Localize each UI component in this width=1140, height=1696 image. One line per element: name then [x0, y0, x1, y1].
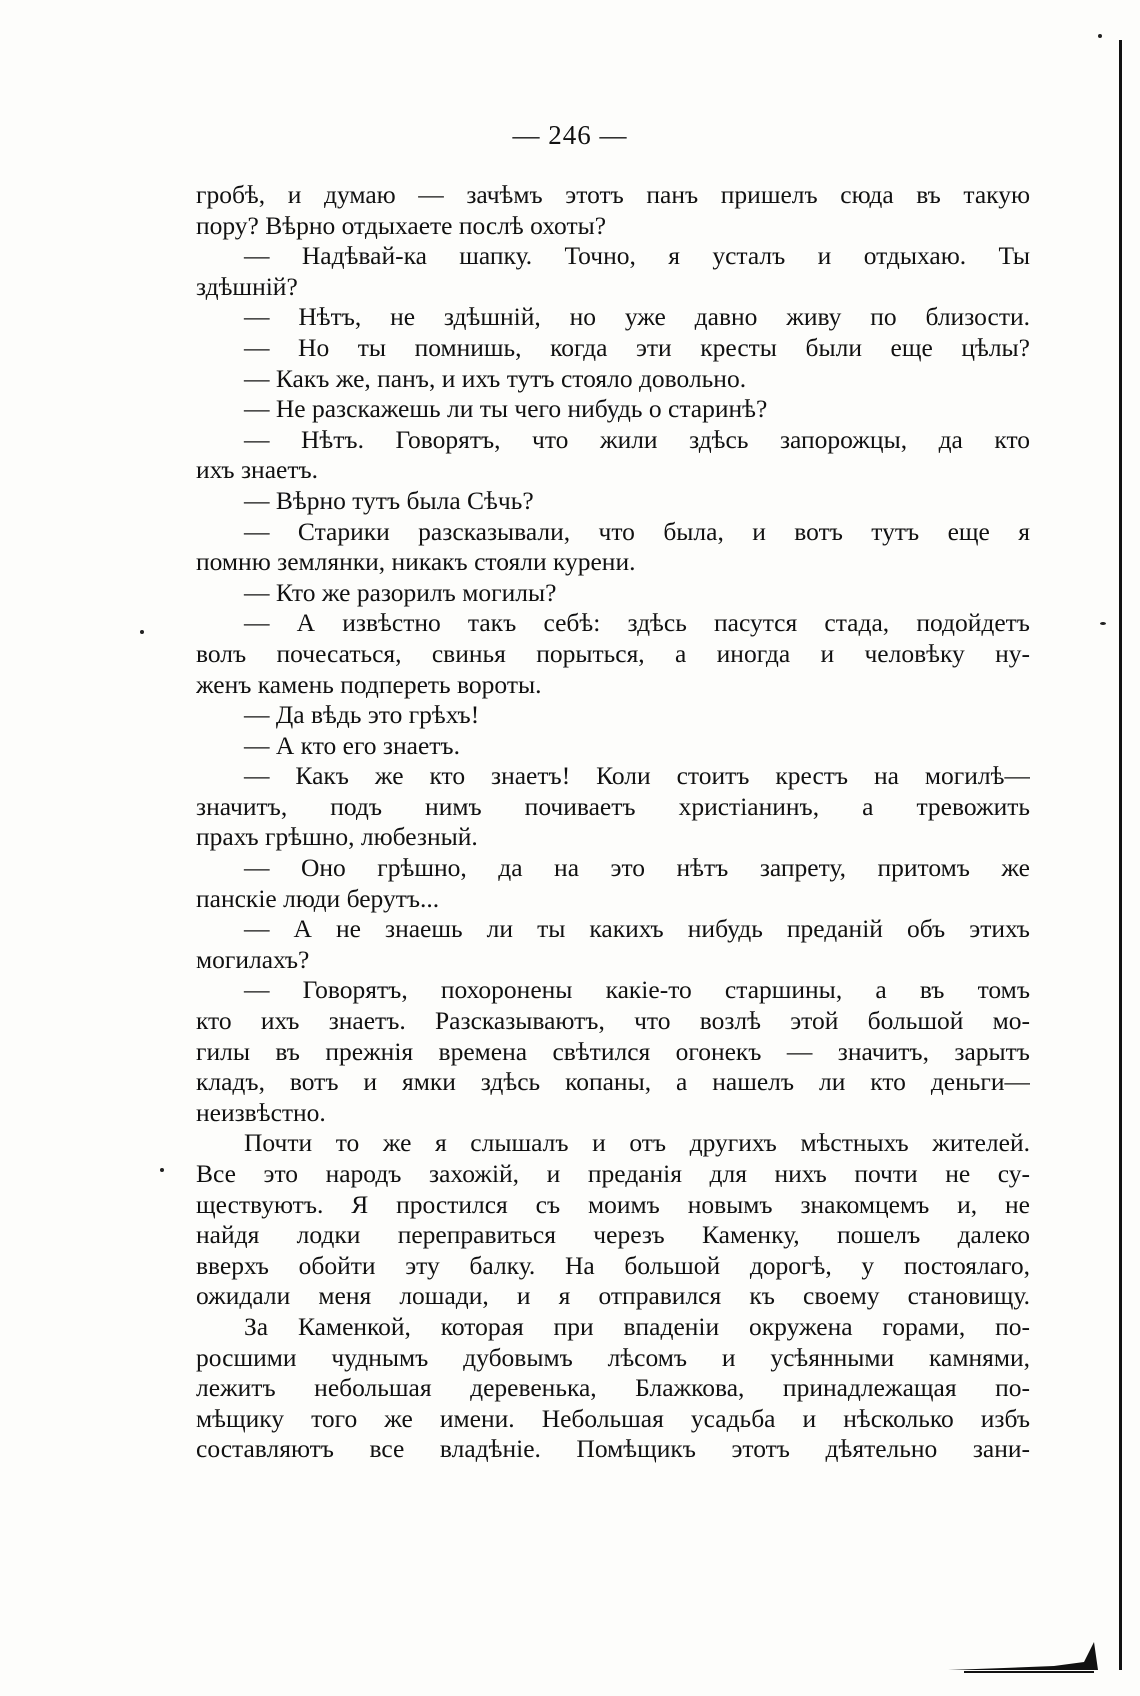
text-line: лежитъ небольшая деревенька, Блажкова, принадлежащая по- [196, 1373, 1030, 1403]
text-line: неизвѣстно. [196, 1097, 326, 1127]
text-line: — Кто же разорилъ могилы? [244, 577, 557, 607]
text-line: — А не знаешь ли ты какихъ нибудь преданій объ этихъ [244, 914, 1030, 944]
text-line: помню землянки, никакъ стояли курени. [196, 547, 636, 577]
text-line: — А кто его знаетъ. [244, 730, 460, 760]
text-line: — А извѣстно такъ себѣ: здѣсь пасутся стада, подойдетъ [244, 608, 1030, 638]
body-text [196, 180, 1030, 1465]
text-line: могилахъ? [196, 944, 310, 974]
text-line: — Но ты помнишь, когда эти кресты были еще цѣлы? [244, 332, 1030, 362]
text-line: пору? Вѣрно отдыхаете послѣ охоты? [196, 210, 607, 240]
text-line: Почти то же я слышалъ и отъ другихъ мѣстныхъ жителей. [244, 1128, 1030, 1158]
text-line: Все это народъ захожій, и преданія для нихъ почти не су- [196, 1159, 1030, 1188]
text-line: росшими чуднымъ дубовымъ лѣсомъ и усѣянными камнями, [196, 1342, 1030, 1372]
text-line: За Каменкой, которая при впаденіи окружена горами, по- [244, 1311, 1030, 1341]
scan-speck [1098, 34, 1102, 38]
text-line: — Какъ же, панъ, и ихъ тутъ стояло довольно. [244, 363, 747, 393]
ink-smudge [948, 1642, 1098, 1670]
scan-speck [140, 630, 144, 634]
text-line: — Надѣвай-ка шапку. Точно, я усталъ и отдыхаю. Ты [244, 241, 1030, 271]
text-line: женъ камень подпереть вороты. [196, 669, 542, 699]
text-line: составляютъ все владѣніе. Помѣщикъ этотъ дѣятельно зани- [196, 1434, 1030, 1464]
text-line: мѣщику того же имени. Небольшая усадьба и нѣсколько избъ [196, 1403, 1030, 1433]
page-number: — 246 — [512, 120, 628, 150]
text-line: — Вѣрно тутъ была Сѣчь? [244, 485, 534, 515]
text-line: кладъ, вотъ и ямки здѣсь копаны, а нашелъ ли кто деньги— [196, 1067, 1030, 1097]
text-line: значитъ, подъ нимъ почиваетъ христіанинъ, а тревожить [196, 791, 1030, 821]
text-line: ихъ знаетъ. [196, 455, 319, 485]
page-edge-shadow [1119, 40, 1122, 1670]
text-line: — Не разскажешь ли ты чего нибудь о старинѣ? [244, 394, 768, 424]
text-line: — Старики разсказывали, что была, и вотъ тутъ еще я [244, 516, 1030, 546]
text-line: прахъ грѣшно, любезный. [196, 822, 478, 852]
text-line: — Да вѣдь это грѣхъ! [244, 700, 480, 730]
text-line: — Нѣтъ. Говорятъ, что жили здѣсь запорожцы, да кто [244, 424, 1030, 454]
text-line: гилы въ прежнія времена свѣтился огонекъ — значитъ, зарытъ [196, 1036, 1030, 1066]
text-line: найдя лодки переправиться черезъ Каменку, пошелъ далеко [196, 1220, 1030, 1250]
scan-artifact-mark [944, 1632, 1104, 1676]
text-line: ществуютъ. Я простился съ моимъ новымъ знакомцемъ и, не [196, 1189, 1030, 1219]
text-line: панскіе люди берутъ... [196, 883, 440, 913]
text-line: — Какъ же кто знаетъ! Коли стоитъ крестъ на могилѣ— [244, 761, 1030, 791]
text-line: — Говорятъ, похоронены какіе-то старшины, а въ томъ [244, 975, 1030, 1005]
text-line: кто ихъ знаетъ. Разсказываютъ, что возлѣ этой большой мо- [196, 1006, 1030, 1036]
text-line: ожидали меня лошади, и я отправился къ своему становищу. [196, 1281, 1030, 1311]
scan-speck [1100, 622, 1106, 625]
text-line: волъ почесаться, свинья порыться, а иногда и человѣку ну- [196, 638, 1030, 668]
text-line: — Оно грѣшно, да на это нѣтъ запрету, притомъ же [244, 853, 1030, 883]
text-line: здѣшній? [196, 271, 298, 301]
text-line: гробѣ, и думаю — зачѣмъ этотъ панъ пришелъ сюда въ такую [196, 180, 1030, 209]
scan-speck [160, 1168, 164, 1172]
text-line: вверхъ обойти эту балку. На большой дорогѣ, у постоялаго, [196, 1250, 1030, 1280]
text-line: — Нѣтъ, не здѣшній, но уже давно живу по близости. [244, 302, 1030, 332]
